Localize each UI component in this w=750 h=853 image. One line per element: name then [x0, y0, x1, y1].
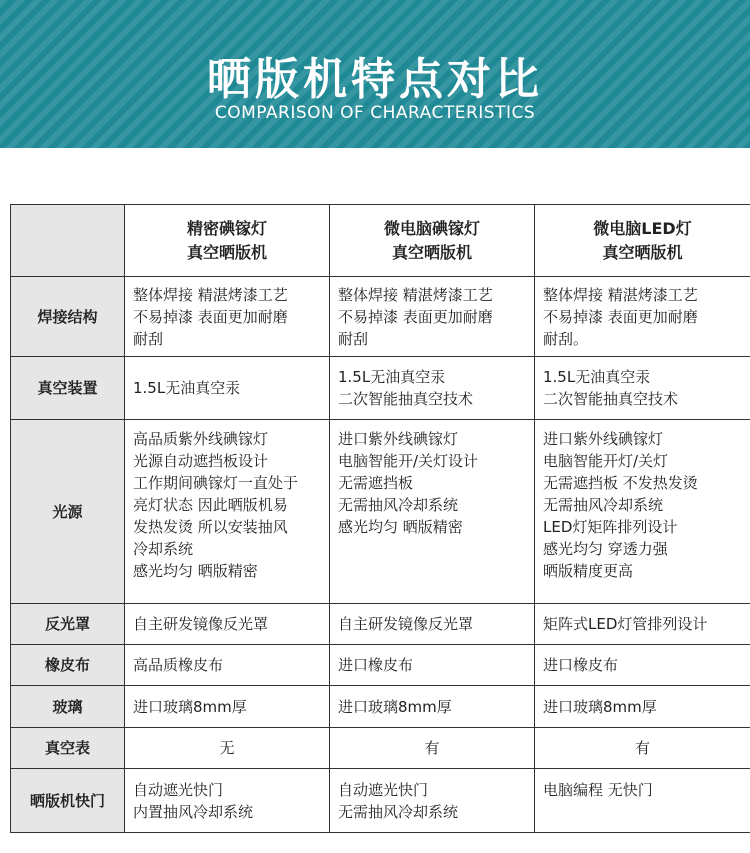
cell-line: 冷却系统: [133, 540, 194, 558]
table-cell: [330, 728, 535, 769]
cell-line: 自主研发镜像反光罩: [338, 615, 474, 633]
cell-line: 整体焊接 精湛烤漆工艺: [338, 285, 493, 304]
table-cell: [125, 604, 330, 645]
table-cell: [330, 604, 535, 645]
table-row: [11, 277, 750, 357]
table-cell: [330, 645, 535, 686]
page-title: 晒版机特点对比: [207, 54, 543, 105]
header-line: 真空晒版机: [186, 242, 267, 262]
cell-line: 不易掉漆 表面更加耐磨: [133, 307, 288, 326]
cell-line: 二次智能抽真空技术: [338, 390, 474, 408]
cell-line: 自动遮光快门: [133, 780, 224, 799]
cell-line: 无需遮挡板 不发热发烫: [543, 474, 698, 492]
cell-line: 有: [424, 739, 440, 757]
cell-line: 1.5L无油真空汞: [543, 368, 651, 386]
cell-line: 耐刮。: [543, 329, 589, 348]
table-cell: [330, 769, 535, 833]
header-line: 精密碘镓灯: [186, 218, 267, 238]
header-line: 微电脑LED灯: [593, 218, 692, 238]
header-cell: [535, 205, 750, 277]
cell-line: 电脑编程 无快门: [543, 781, 653, 799]
cell-line: 无: [219, 739, 235, 757]
cell-line: 进口玻璃8mm厚: [543, 697, 657, 716]
table-cell: [125, 357, 330, 420]
table-cell: [535, 728, 750, 769]
cell-line: 矩阵式LED灯管排列设计: [543, 615, 708, 633]
table-cell: [125, 277, 330, 357]
table-cell: [125, 728, 330, 769]
header-cell: [125, 205, 330, 277]
table-row: [11, 769, 750, 833]
row-label: 真空装置: [11, 357, 125, 420]
comparison-table: [10, 204, 750, 833]
table-cell: [125, 686, 330, 728]
table-row: [11, 645, 750, 686]
row-label: 真空表: [11, 728, 125, 769]
row-label: 玻璃: [11, 686, 125, 728]
table-cell: [125, 420, 330, 604]
table-cell: [535, 604, 750, 645]
cell-line: LED灯矩阵排列设计: [543, 518, 678, 536]
cell-line: 亮灯状态 因此晒版机易: [133, 496, 288, 514]
cell-line: 无需抽风冷却系统: [338, 496, 459, 514]
table-cell: [535, 769, 750, 833]
table-cell: [535, 686, 750, 728]
cell-line: 电脑智能开灯/关灯: [543, 452, 669, 470]
cell-line: 无需遮挡板: [338, 474, 414, 492]
cell-line: 整体焊接 精湛烤漆工艺: [133, 285, 288, 304]
cell-line: 进口紫外线碘镓灯: [338, 430, 459, 448]
cell-line: 进口玻璃8mm厚: [133, 697, 247, 716]
page-subtitle: COMPARISON OF CHARACTERISTICS: [214, 103, 536, 123]
row-label: 反光罩: [11, 604, 125, 645]
table-header-row: [11, 205, 750, 277]
cell-line: 1.5L无油真空汞: [133, 379, 241, 397]
table-cell: [535, 357, 750, 420]
cell-line: 无需抽风冷却系统: [543, 496, 664, 514]
table-row: [11, 357, 750, 420]
cell-line: 整体焊接 精湛烤漆工艺: [543, 285, 698, 304]
cell-line: 高品质紫外线碘镓灯: [133, 430, 269, 448]
table-cell: [330, 686, 535, 728]
cell-line: 内置抽风冷却系统: [133, 802, 254, 821]
cell-line: 耐刮: [133, 329, 164, 348]
cell-line: 有: [634, 739, 650, 757]
cell-line: 感光均匀 穿透力强: [543, 540, 668, 558]
cell-line: 二次智能抽真空技术: [543, 390, 679, 408]
cell-line: 耐刮: [338, 329, 369, 348]
table-row: [11, 728, 750, 769]
cell-line: 自主研发镜像反光罩: [133, 615, 269, 633]
cell-line: 1.5L无油真空汞: [338, 368, 446, 386]
cell-line: 电脑智能开/关灯设计: [338, 452, 479, 470]
cell-line: 工作期间碘镓灯一直处于: [133, 474, 299, 492]
header-line: 微电脑碘镓灯: [383, 218, 480, 238]
table-cell: [535, 277, 750, 357]
cell-line: 进口橡皮布: [543, 656, 619, 674]
cell-line: 光源自动遮挡板设计: [133, 452, 269, 470]
table-cell: [125, 769, 330, 833]
header-corner-cell: [11, 205, 125, 277]
header-line: 真空晒版机: [391, 242, 472, 262]
cell-line: 自动遮光快门: [338, 780, 429, 799]
cell-line: 感光均匀 晒版精密: [338, 518, 463, 536]
cell-line: 感光均匀 晒版精密: [133, 562, 258, 580]
row-label: 晒版机快门: [11, 769, 125, 833]
row-label: 焊接结构: [11, 277, 125, 357]
header-line: 真空晒版机: [602, 242, 683, 262]
cell-line: 进口玻璃8mm厚: [338, 697, 452, 716]
table-cell: [535, 645, 750, 686]
table-row: [11, 420, 750, 604]
table-row: [11, 604, 750, 645]
cell-line: 发热发烫 所以安装抽风: [133, 518, 288, 536]
header-banner: [0, 0, 750, 148]
row-label: 橡皮布: [11, 645, 125, 686]
table-cell: [330, 357, 535, 420]
table-row: [11, 686, 750, 728]
row-label: 光源: [11, 420, 125, 604]
cell-line: 不易掉漆 表面更加耐磨: [338, 307, 493, 326]
table-cell: [125, 645, 330, 686]
cell-line: 不易掉漆 表面更加耐磨: [543, 307, 698, 326]
table-cell: [330, 420, 535, 604]
cell-line: 无需抽风冷却系统: [338, 802, 459, 821]
cell-line: 进口橡皮布: [338, 656, 414, 674]
header-cell: [330, 205, 535, 277]
cell-line: 进口紫外线碘镓灯: [543, 430, 664, 448]
cell-line: 晒版精度更高: [543, 562, 634, 580]
table-cell: [330, 277, 535, 357]
cell-line: 高品质橡皮布: [133, 656, 224, 674]
table-cell: [535, 420, 750, 604]
